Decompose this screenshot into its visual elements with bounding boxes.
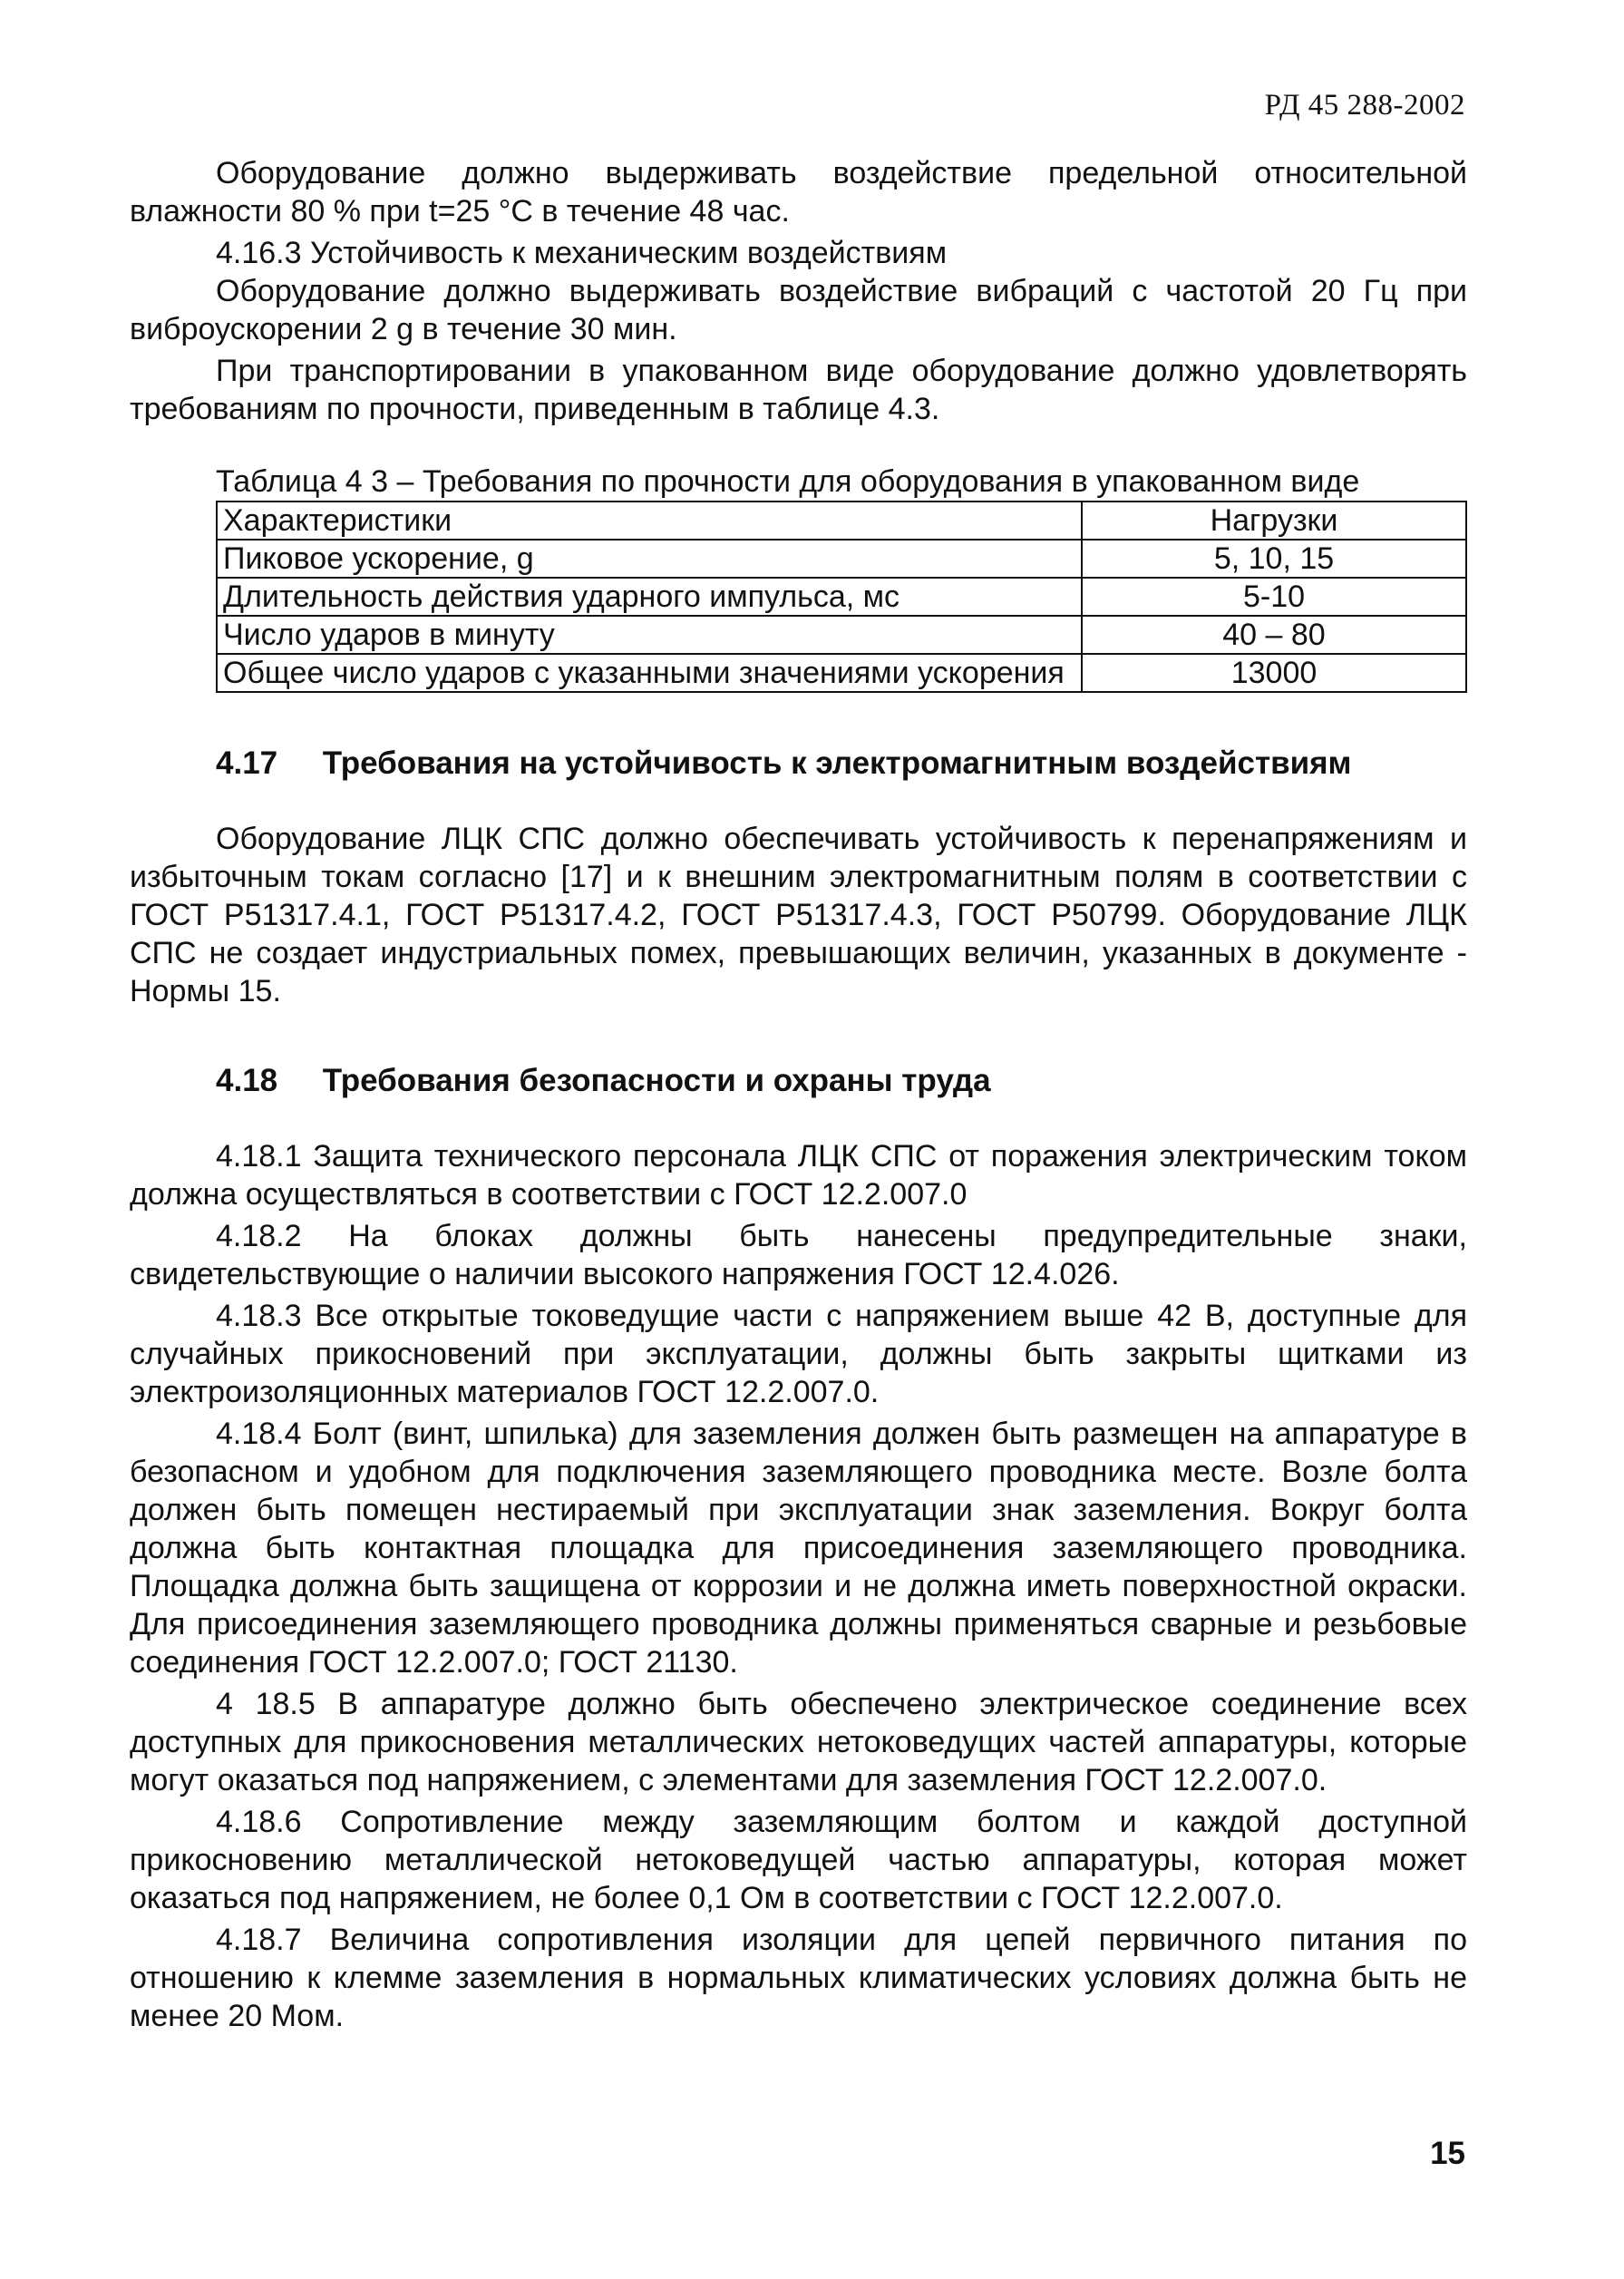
paragraph-transport: При транспортировании в упакованном виде оборудование должно удовлетворять требованиям по прочности, приведенным в таблице 4.3. bbox=[130, 354, 1467, 426]
paragraph-humidity: Оборудование должно выдерживать воздействие предельной относительной влажности 80 % при t=25 °С в течение 48 час. bbox=[130, 156, 1467, 229]
paragraph-4-18-6: 4.18.6 Сопротивление между заземляющим болтом и каждой доступной прикосновению металлической нетоковедущей частью аппаратуры, которая может оказаться под напряжением, не более 0,1 Ом в соответствии с ГОСТ 12.2.007.0. bbox=[130, 1805, 1467, 1915]
paragraph-emc: Оборудование ЛЦК СПС должно обеспечивать устойчивость к перенапряжениям и избыточным токам согласно [17] и к внешним электромагнитным полям в соответствии с ГОСТ Р51317.4.1, ГОСТ Р51317.4.2, ГОСТ Р51317.4.3, ГОСТ Р50799. Оборудование ЛЦК СПС не создает индустриальных помех, превышающих величин, указанных в документе - Нормы 15. bbox=[130, 822, 1467, 1008]
table-cell: Число ударов в минуту bbox=[217, 616, 1082, 654]
paragraph-4-18-5: 4 18.5 В аппаратуре должно быть обеспечено электрическое соединение всех доступных для прикосновения металлических нетоковедущих частей аппаратуры, которые могут оказаться под напряжением, с элементами для заземления ГОСТ 12.2.007.0. bbox=[130, 1687, 1467, 1797]
table-cell: 5-10 bbox=[1082, 578, 1466, 616]
section-heading-4-17 bbox=[216, 744, 1467, 784]
table-row bbox=[217, 654, 1466, 692]
subsection-heading-4-16-3: 4.16.3 Устойчивость к механическим воздействиям bbox=[216, 236, 948, 270]
strength-requirements-table bbox=[216, 501, 1467, 693]
paragraph-4-18-3: 4.18.3 Все открытые токоведущие части с напряжением выше 42 В, доступные для случайных прикосновений при эксплуатации, должны быть закрыты щитками из электроизоляционных материалов ГОСТ 12.2.007.0. bbox=[130, 1299, 1467, 1409]
paragraph-4-18-7: 4.18.7 Величина сопротивления изоляции для цепей первичного питания по отношению к клемме заземления в нормальных климатических условиях должна быть не менее 20 Мом. bbox=[130, 1923, 1467, 2033]
page-number: 15 bbox=[1430, 2136, 1465, 2171]
section-number: 4.17 bbox=[216, 745, 278, 781]
paragraph-vibration: Оборудование должно выдерживать воздействие вибраций с частотой 20 Гц при виброускорении 2 g в течение 30 мин. bbox=[130, 274, 1467, 346]
section-title: Требования на устойчивость к электромагнитным воздействиям bbox=[322, 745, 1352, 781]
section-number: 4.18 bbox=[216, 1063, 278, 1098]
document-code-header: РД 45 288-2002 bbox=[1264, 89, 1465, 122]
table-row bbox=[217, 578, 1466, 616]
table-cell: Пиковое ускорение, g bbox=[217, 540, 1082, 578]
paragraph-4-18-2: 4.18.2 На блоках должны быть нанесены предупредительные знаки, свидетельствующие о наличии высокого напряжения ГОСТ 12.4.026. bbox=[130, 1219, 1467, 1291]
paragraph-4-18-4: 4.18.4 Болт (винт, шпилька) для заземления должен быть размещен на аппаратуре в безопасном и удобном для подключения заземляющего проводника месте. Возле болта должен быть помещен нестираемый при эксплуатации знак заземления. Вокруг болта должна быть контактная площадка для присоединения заземляющего проводника. Площадка должна быть защищена от коррозии и не должна иметь поверхностной окраски. Для присоединения заземляющего проводника должны применяться сварные и резьбовые соединения ГОСТ 12.2.007.0; ГОСТ 21130. bbox=[130, 1417, 1467, 1680]
page-content bbox=[130, 154, 1467, 2035]
table-row bbox=[217, 616, 1466, 654]
table-cell: 5, 10, 15 bbox=[1082, 540, 1466, 578]
table-cell: 13000 bbox=[1082, 654, 1466, 692]
section-heading-4-18 bbox=[216, 1061, 1467, 1101]
table-cell: 40 – 80 bbox=[1082, 616, 1466, 654]
table-header-cell: Характеристики bbox=[217, 502, 1082, 540]
paragraph-4-18-1: 4.18.1 Защита технического персонала ЛЦК СПС от поражения электрическим током должна осуществляться в соответствии с ГОСТ 12.2.007.0 bbox=[130, 1139, 1467, 1212]
table-cell: Общее число ударов с указанными значениями ускорения bbox=[217, 654, 1082, 692]
table-caption: Таблица 4 3 – Требования по прочности для оборудования в упакованном виде bbox=[216, 464, 1360, 499]
table-row bbox=[217, 540, 1466, 578]
table-header-row bbox=[217, 502, 1466, 540]
table-header-cell: Нагрузки bbox=[1082, 502, 1466, 540]
table-cell: Длительность действия ударного импульса, мс bbox=[217, 578, 1082, 616]
section-title: Требования безопасности и охраны труда bbox=[322, 1063, 991, 1098]
